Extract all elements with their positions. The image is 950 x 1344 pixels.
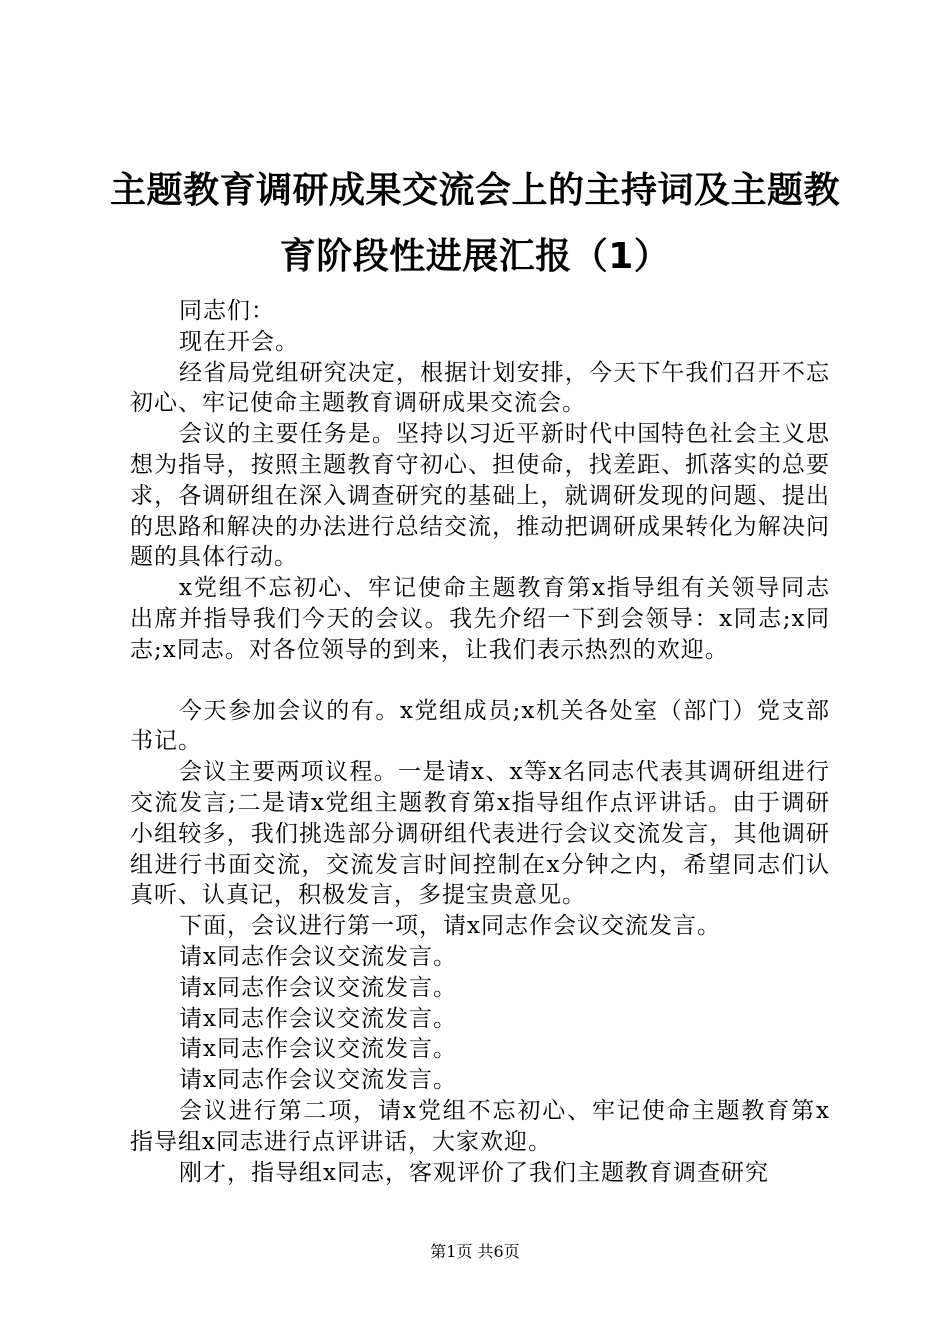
paragraph-salutation: 同志们： — [179, 298, 275, 324]
title-line-2: 育阶段性进展汇报（1） — [279, 236, 671, 277]
page-number-footer: 第1页 共6页 — [430, 1242, 520, 1261]
paragraph-speaker-3: 请x同志作会议交流发言。 — [179, 1005, 457, 1032]
document-body — [130, 296, 830, 1188]
paragraph-speaker-1: 请x同志作会议交流发言。 — [179, 943, 457, 970]
paragraph-speaker-4: 请x同志作会议交流发言。 — [179, 1036, 457, 1063]
title-line-1: 主题教育调研成果交流会上的主持词及主题教 — [109, 170, 840, 211]
paragraph-agenda: 会议主要两项议程。一是请x、x等x名同志代表其调研组进行交流发言;二是请x党组主题教育第x指导组作点评讲话。由于调研小组较多，我们挑选部分调研组代表进行会议交流发言，其他调研组进行书面交流，交流发言时间控制在x分钟之内，希望同志们认真听、认真记，积极发言，多提宝贵意见。 — [130, 759, 830, 909]
paragraph-decision: 经省局党组研究决定，根据计划安排，今天下午我们召开不忘初心、牢记使命主题教育调研成果交流会。 — [130, 359, 830, 417]
paragraph-main-task: 会议的主要任务是。坚持以习近平新时代中国特色社会主义思想为指导，按照主题教育守初心、担使命，找差距、抓落实的总要求，各调研组在深入调查研究的基础上，就调研发现的问题、提出的思路和解决的办法进行总结交流，推动把调研成果转化为解决问题的具体行动。 — [130, 421, 830, 571]
paragraph-opening: 现在开会。 — [179, 328, 299, 355]
paragraph-spacer — [130, 666, 830, 696]
paragraph-review: 刚才，指导组x同志，客观评价了我们主题教育调查研究 — [179, 1159, 769, 1186]
paragraph-speaker-5: 请x同志作会议交流发言。 — [179, 1067, 457, 1094]
paragraph-item-one: 下面，会议进行第一项，请x同志作会议交流发言。 — [179, 913, 721, 940]
document-title — [100, 158, 850, 290]
paragraph-item-two: 会议进行第二项，请x党组不忘初心、牢记使命主题教育第x指导组x同志进行点评讲话，大家欢迎。 — [130, 1097, 830, 1155]
paragraph-attendees: 今天参加会议的有。x党组成员;x机关各处室（部门）党支部书记。 — [130, 697, 830, 755]
paragraph-leaders: x党组不忘初心、牢记使命主题教育第x指导组有关领导同志出席并指导我们今天的会议。我先介绍一下到会领导：x同志;x同志;x同志。对各位领导的到来，让我们表示热烈的欢迎。 — [130, 575, 830, 663]
paragraph-speaker-2: 请x同志作会议交流发言。 — [179, 974, 457, 1001]
